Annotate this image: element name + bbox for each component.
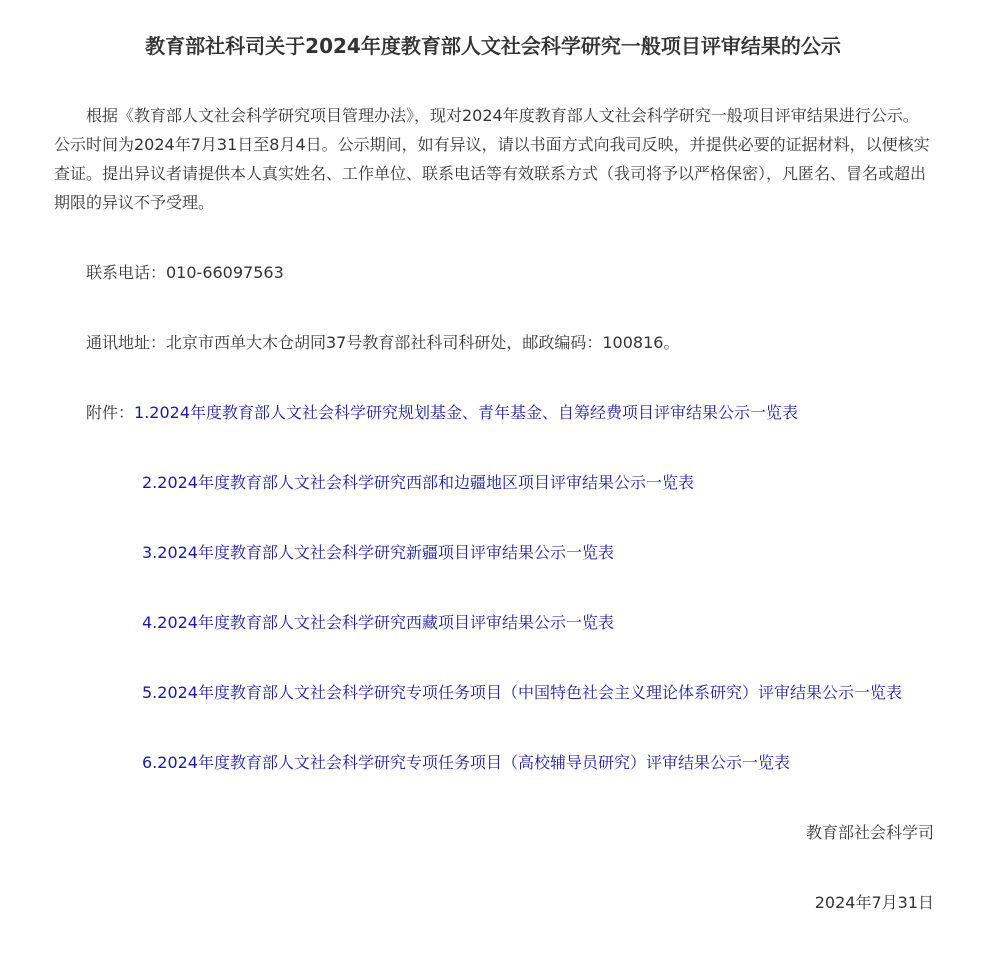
attachment-link-6[interactable]: 6.2024年度教育部人文社会科学研究专项任务项目（高校辅导员研究）评审结果公示一览表 [142, 753, 790, 772]
attachments-label: 附件： [86, 403, 135, 422]
attachment-line-4 [54, 608, 934, 637]
attachment-link-2[interactable]: 2.2024年度教育部人文社会科学研究西部和边疆地区项目评审结果公示一览表 [142, 473, 694, 492]
intro-paragraph: 根据《教育部人文社会科学研究项目管理办法》，现对2024年度教育部人文社会科学研究一般项目评审结果进行公示。公示时间为2024年7月31日至8月4日。公示期间，如有异议，请以书面方式向我司反映，并提供必要的证据材料，以便核实查证。提出异议者请提供本人真实姓名、工作单位、联系电话等有效联系方式（我司将予以严格保密），凡匿名、冒名或超出期限的异议不予受理。 [54, 106, 930, 212]
page-title: 教育部社科司关于2024年度教育部人文社会科学研究一般项目评审结果的公示 [145, 34, 841, 58]
attachment-link-5[interactable]: 5.2024年度教育部人文社会科学研究专项任务项目（中国特色社会主义理论体系研究）评审结果公示一览表 [142, 683, 902, 702]
attachment-line-1 [54, 398, 934, 427]
mailing-address: 通讯地址：北京市西单大木仓胡同37号教育部社科司科研处，邮政编码：100816。 [86, 333, 680, 352]
signature: 教育部社会科学司 [805, 823, 934, 842]
attachment-link-1[interactable]: 1.2024年度教育部人文社会科学研究规划基金、青年基金、自筹经费项目评审结果公示一览表 [134, 403, 799, 422]
attachment-line-3 [54, 538, 934, 567]
attachment-line-6 [54, 748, 934, 777]
attachment-link-4[interactable]: 4.2024年度教育部人文社会科学研究西藏项目评审结果公示一览表 [142, 613, 614, 632]
attachment-line-5 [54, 678, 934, 707]
notice-date: 2024年7月31日 [814, 893, 934, 912]
contact-phone: 联系电话：010-66097563 [86, 263, 284, 282]
attachment-line-2 [54, 468, 934, 497]
attachment-link-3[interactable]: 3.2024年度教育部人文社会科学研究新疆项目评审结果公示一览表 [142, 543, 614, 562]
notice-body [54, 101, 934, 917]
